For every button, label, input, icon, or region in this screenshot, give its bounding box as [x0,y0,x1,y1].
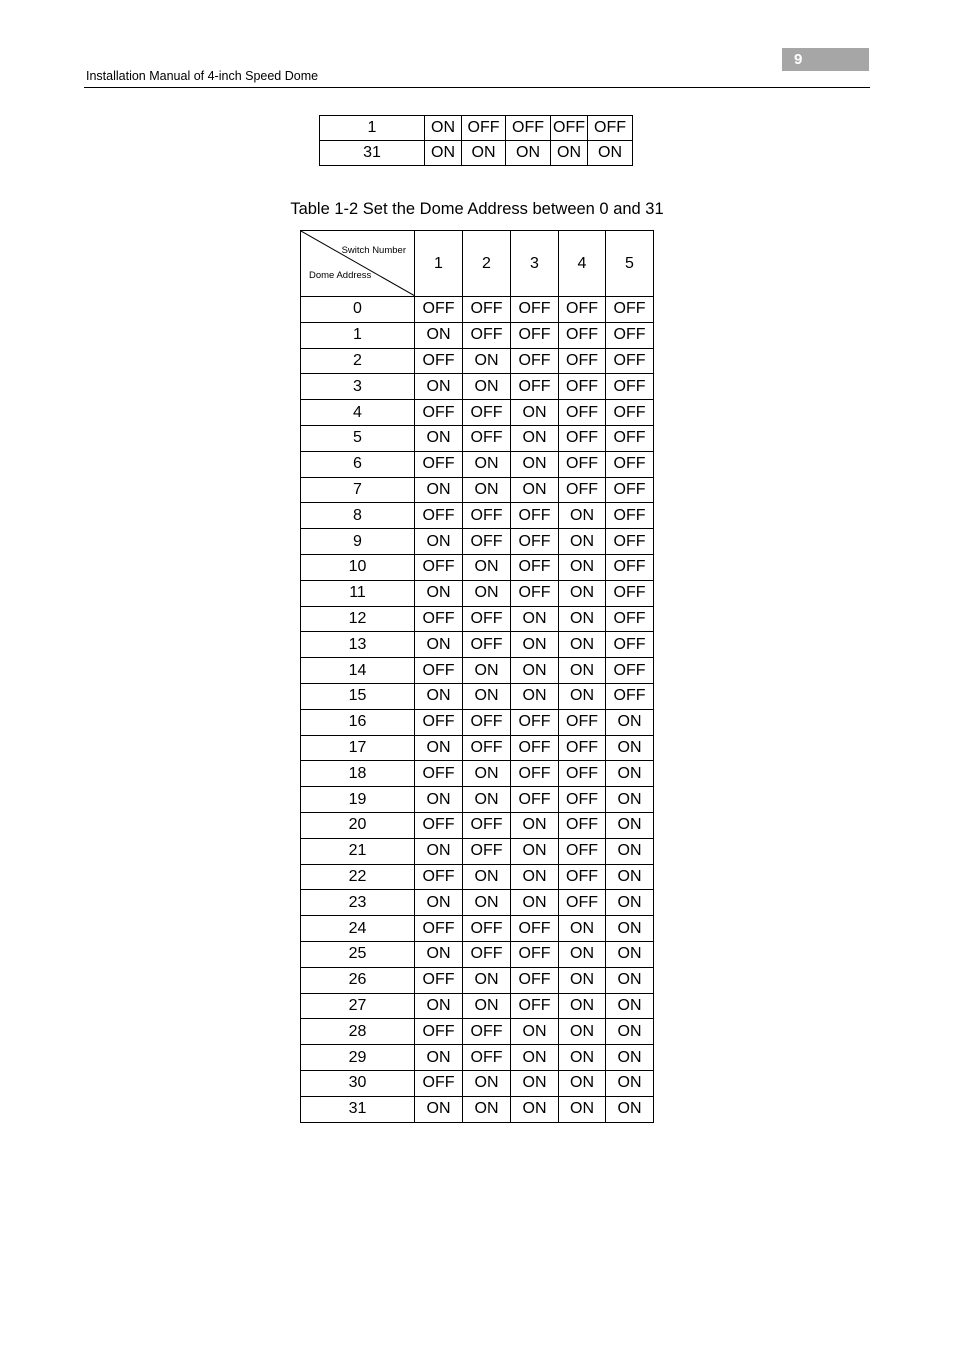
switch-state-cell: ON [511,683,559,709]
switch-state-cell: OFF [415,812,463,838]
switch-state-cell: ON [606,1096,654,1122]
switch-state-cell: OFF [559,425,606,451]
switch-state-cell: ON [463,967,511,993]
dome-address-cell: 23 [301,890,415,916]
switch-state-cell: ON [425,116,462,141]
switch-state-cell: OFF [415,503,463,529]
switch-state-cell: ON [463,993,511,1019]
table-row [301,787,654,813]
switch-state-cell: OFF [606,297,654,323]
switch-state-cell: ON [511,606,559,632]
switch-state-cell: OFF [606,400,654,426]
dome-address-cell: 16 [301,709,415,735]
switch-state-cell: ON [559,916,606,942]
switch-state-cell: OFF [551,116,588,141]
table-row [301,1096,654,1122]
dome-address-cell: 1 [301,322,415,348]
switch-state-cell: ON [511,890,559,916]
switch-state-cell: ON [511,838,559,864]
table-row [301,1070,654,1096]
switch-state-cell: OFF [511,916,559,942]
switch-state-cell: ON [415,941,463,967]
switch-state-cell: OFF [559,709,606,735]
switch-state-cell: OFF [511,529,559,555]
switch-state-cell: ON [463,683,511,709]
switch-state-cell: ON [606,967,654,993]
switch-state-cell: ON [415,993,463,1019]
switch-state-cell: OFF [463,529,511,555]
table-row [301,941,654,967]
switch-state-cell: OFF [463,425,511,451]
switch-state-cell: ON [588,141,633,166]
switch-state-cell: ON [606,761,654,787]
switch-state-cell: ON [511,1096,559,1122]
switch-state-cell: OFF [506,116,551,141]
switch-state-cell: ON [415,1096,463,1122]
table-row [301,916,654,942]
switch-state-cell: OFF [606,683,654,709]
table-row [301,322,654,348]
switch-state-cell: OFF [606,425,654,451]
dome-address-cell: 9 [301,529,415,555]
switch-state-cell: ON [606,838,654,864]
switch-state-cell: ON [606,812,654,838]
switch-state-cell: ON [463,890,511,916]
switch-state-cell: OFF [415,297,463,323]
switch-state-cell: ON [425,141,462,166]
switch-state-cell: ON [559,967,606,993]
switch-state-cell: ON [606,709,654,735]
table-row [301,580,654,606]
switch-state-cell: ON [559,941,606,967]
switch-state-cell: ON [463,1096,511,1122]
switch-state-cell: ON [463,477,511,503]
switch-state-cell: OFF [463,503,511,529]
table-header-row [301,231,654,297]
switch-state-cell: OFF [606,451,654,477]
dome-address-cell: 15 [301,683,415,709]
switch-state-cell: OFF [415,916,463,942]
table-row [301,735,654,761]
switch-state-cell: OFF [463,400,511,426]
table-row [301,812,654,838]
switch-state-cell: OFF [511,787,559,813]
dome-address-cell: 17 [301,735,415,761]
dome-address-label: Dome Address [309,270,372,281]
switch-state-cell: ON [511,864,559,890]
switch-state-cell: OFF [559,761,606,787]
switch-state-cell: OFF [511,580,559,606]
switch-state-cell: OFF [559,348,606,374]
switch-state-cell: OFF [511,348,559,374]
switch-state-cell: ON [559,683,606,709]
switch-state-cell: ON [415,735,463,761]
switch-state-cell: OFF [606,374,654,400]
switch-state-cell: OFF [559,322,606,348]
dome-address-cell: 3 [301,374,415,400]
table-row [320,141,633,166]
switch-state-cell: OFF [415,709,463,735]
switch-state-cell: ON [606,787,654,813]
switch-state-cell: ON [463,761,511,787]
table-row [301,632,654,658]
table-row [301,838,654,864]
switch-state-cell: ON [606,1070,654,1096]
switch-number-label: Switch Number [341,245,406,256]
switch-state-cell: ON [463,1070,511,1096]
dome-address-cell: 7 [301,477,415,503]
switch-state-cell: ON [559,658,606,684]
switch-state-cell: OFF [463,916,511,942]
switch-state-cell: OFF [559,838,606,864]
switch-state-cell: OFF [463,709,511,735]
switch-state-cell: ON [506,141,551,166]
dome-address-cell: 12 [301,606,415,632]
switch-state-cell: ON [559,1096,606,1122]
switch-state-cell: OFF [606,477,654,503]
switch-state-cell: ON [559,554,606,580]
switch-state-cell: ON [415,838,463,864]
switch-state-cell: OFF [463,322,511,348]
table-row [301,683,654,709]
switch-state-cell: OFF [462,116,506,141]
table-row [301,503,654,529]
switch-state-cell: OFF [559,400,606,426]
switch-state-cell: OFF [463,812,511,838]
switch-state-cell: OFF [463,1045,511,1071]
switch-state-cell: OFF [606,322,654,348]
switch-state-cell: OFF [463,606,511,632]
diagonal-divider [301,231,415,296]
switch-state-cell: OFF [559,451,606,477]
switch-state-cell: ON [463,348,511,374]
header-rule [84,87,870,88]
switch-state-cell: OFF [606,554,654,580]
continued-address-table [319,115,633,166]
switch-state-cell: OFF [463,1019,511,1045]
table-row [301,1019,654,1045]
switch-state-cell: OFF [463,632,511,658]
switch-number-header: 1 [415,231,463,297]
switch-state-cell: ON [559,529,606,555]
switch-state-cell: ON [511,1045,559,1071]
switch-state-cell: OFF [415,1070,463,1096]
switch-state-cell: ON [463,658,511,684]
switch-number-header: 2 [463,231,511,297]
switch-state-cell: ON [415,890,463,916]
dome-address-cell: 18 [301,761,415,787]
table-row [301,477,654,503]
table-caption: Table 1-2 Set the Dome Address between 0 and 31 [290,200,664,218]
switch-state-cell: ON [463,580,511,606]
switch-state-cell: OFF [559,890,606,916]
dome-address-cell: 0 [301,297,415,323]
switch-state-cell: OFF [606,529,654,555]
switch-number-header: 5 [606,231,654,297]
switch-state-cell: OFF [463,838,511,864]
dome-address-cell: 14 [301,658,415,684]
switch-state-cell: OFF [415,451,463,477]
dome-address-cell: 27 [301,993,415,1019]
switch-state-cell: OFF [606,580,654,606]
switch-state-cell: ON [551,141,588,166]
switch-state-cell: OFF [606,606,654,632]
switch-state-cell: OFF [606,503,654,529]
table-row [301,374,654,400]
dome-address-table [300,230,654,1123]
switch-state-cell: ON [415,632,463,658]
switch-state-cell: OFF [415,864,463,890]
table-row [301,425,654,451]
switch-state-cell: ON [463,787,511,813]
dome-address-cell: 11 [301,580,415,606]
switch-state-cell: OFF [559,864,606,890]
switch-state-cell: OFF [606,348,654,374]
dome-address-cell: 6 [301,451,415,477]
switch-state-cell: OFF [511,709,559,735]
switch-state-cell: OFF [415,606,463,632]
switch-state-cell: ON [415,322,463,348]
switch-state-cell: ON [559,580,606,606]
switch-state-cell: OFF [511,297,559,323]
dome-address-cell: 24 [301,916,415,942]
dome-address-cell: 31 [320,141,425,166]
switch-state-cell: OFF [588,116,633,141]
switch-state-cell: OFF [415,1019,463,1045]
dome-address-cell: 8 [301,503,415,529]
switch-state-cell: ON [559,606,606,632]
dome-address-cell: 21 [301,838,415,864]
switch-state-cell: OFF [559,477,606,503]
switch-state-cell: OFF [511,993,559,1019]
switch-state-cell: ON [559,503,606,529]
switch-state-cell: ON [559,1019,606,1045]
switch-state-cell: OFF [415,554,463,580]
switch-state-cell: ON [463,864,511,890]
switch-number-header: 4 [559,231,606,297]
switch-state-cell: ON [559,1070,606,1096]
switch-state-cell: ON [463,374,511,400]
switch-state-cell: ON [511,812,559,838]
dome-address-cell: 20 [301,812,415,838]
switch-state-cell: OFF [415,967,463,993]
dome-address-cell: 25 [301,941,415,967]
table-row [320,116,633,141]
switch-state-cell: OFF [415,348,463,374]
page-number: 9 [782,48,869,71]
dome-address-cell: 26 [301,967,415,993]
table-row [301,890,654,916]
switch-state-cell: OFF [415,761,463,787]
table-row [301,348,654,374]
table-row [301,529,654,555]
dome-address-cell: 4 [301,400,415,426]
switch-state-cell: ON [415,787,463,813]
table-row [301,864,654,890]
table-row [301,400,654,426]
switch-state-cell: ON [415,374,463,400]
switch-number-header: 3 [511,231,559,297]
switch-state-cell: OFF [511,967,559,993]
switch-state-cell: ON [511,632,559,658]
table-row [301,761,654,787]
switch-state-cell: ON [606,735,654,761]
table-row [301,993,654,1019]
switch-state-cell: ON [415,529,463,555]
switch-state-cell: ON [606,890,654,916]
dome-address-cell: 5 [301,425,415,451]
switch-state-cell: ON [511,477,559,503]
dome-address-cell: 2 [301,348,415,374]
switch-state-cell: ON [606,916,654,942]
switch-state-cell: OFF [559,297,606,323]
switch-state-cell: OFF [511,374,559,400]
switch-state-cell: OFF [511,503,559,529]
dome-address-table-body [301,231,654,1123]
switch-state-cell: OFF [559,735,606,761]
switch-state-cell: OFF [559,787,606,813]
table-row [301,297,654,323]
dome-address-cell: 13 [301,632,415,658]
switch-state-cell: ON [606,1045,654,1071]
switch-state-cell: OFF [559,812,606,838]
switch-state-cell: ON [559,632,606,658]
switch-state-cell: ON [511,451,559,477]
switch-state-cell: OFF [415,658,463,684]
switch-state-cell: ON [463,554,511,580]
switch-state-cell: ON [511,425,559,451]
switch-state-cell: ON [606,864,654,890]
dome-address-cell: 30 [301,1070,415,1096]
switch-state-cell: OFF [511,322,559,348]
switch-state-cell: ON [606,993,654,1019]
switch-state-cell: OFF [511,761,559,787]
switch-state-cell: OFF [606,632,654,658]
table-row [301,967,654,993]
switch-state-cell: OFF [463,735,511,761]
switch-state-cell: ON [511,400,559,426]
header-title: Installation Manual of 4-inch Speed Dome [86,69,319,83]
dome-address-cell: 31 [301,1096,415,1122]
table-row [301,709,654,735]
switch-state-cell: ON [415,580,463,606]
switch-state-cell: ON [559,993,606,1019]
dome-address-cell: 28 [301,1019,415,1045]
switch-state-cell: OFF [415,400,463,426]
continued-table-body [320,116,633,166]
switch-state-cell: OFF [463,297,511,323]
switch-state-cell: OFF [606,658,654,684]
switch-state-cell: ON [606,1019,654,1045]
switch-state-cell: ON [415,425,463,451]
dome-address-cell: 19 [301,787,415,813]
corner-header-cell [301,231,415,297]
switch-state-cell: ON [415,1045,463,1071]
dome-address-cell: 22 [301,864,415,890]
table-row [301,451,654,477]
switch-state-cell: ON [415,477,463,503]
table-row [301,606,654,632]
switch-state-cell: OFF [463,941,511,967]
table-row [301,554,654,580]
switch-state-cell: ON [511,658,559,684]
switch-state-cell: ON [559,1045,606,1071]
switch-state-cell: ON [463,451,511,477]
switch-state-cell: OFF [511,735,559,761]
switch-state-cell: ON [462,141,506,166]
table-row [301,658,654,684]
switch-state-cell: OFF [511,941,559,967]
switch-state-cell: ON [511,1019,559,1045]
table-row [301,1045,654,1071]
switch-state-cell: ON [511,1070,559,1096]
switch-state-cell: OFF [511,554,559,580]
dome-address-cell: 1 [320,116,425,141]
switch-state-cell: OFF [559,374,606,400]
dome-address-cell: 10 [301,554,415,580]
dome-address-cell: 29 [301,1045,415,1071]
switch-state-cell: ON [415,683,463,709]
switch-state-cell: ON [606,941,654,967]
